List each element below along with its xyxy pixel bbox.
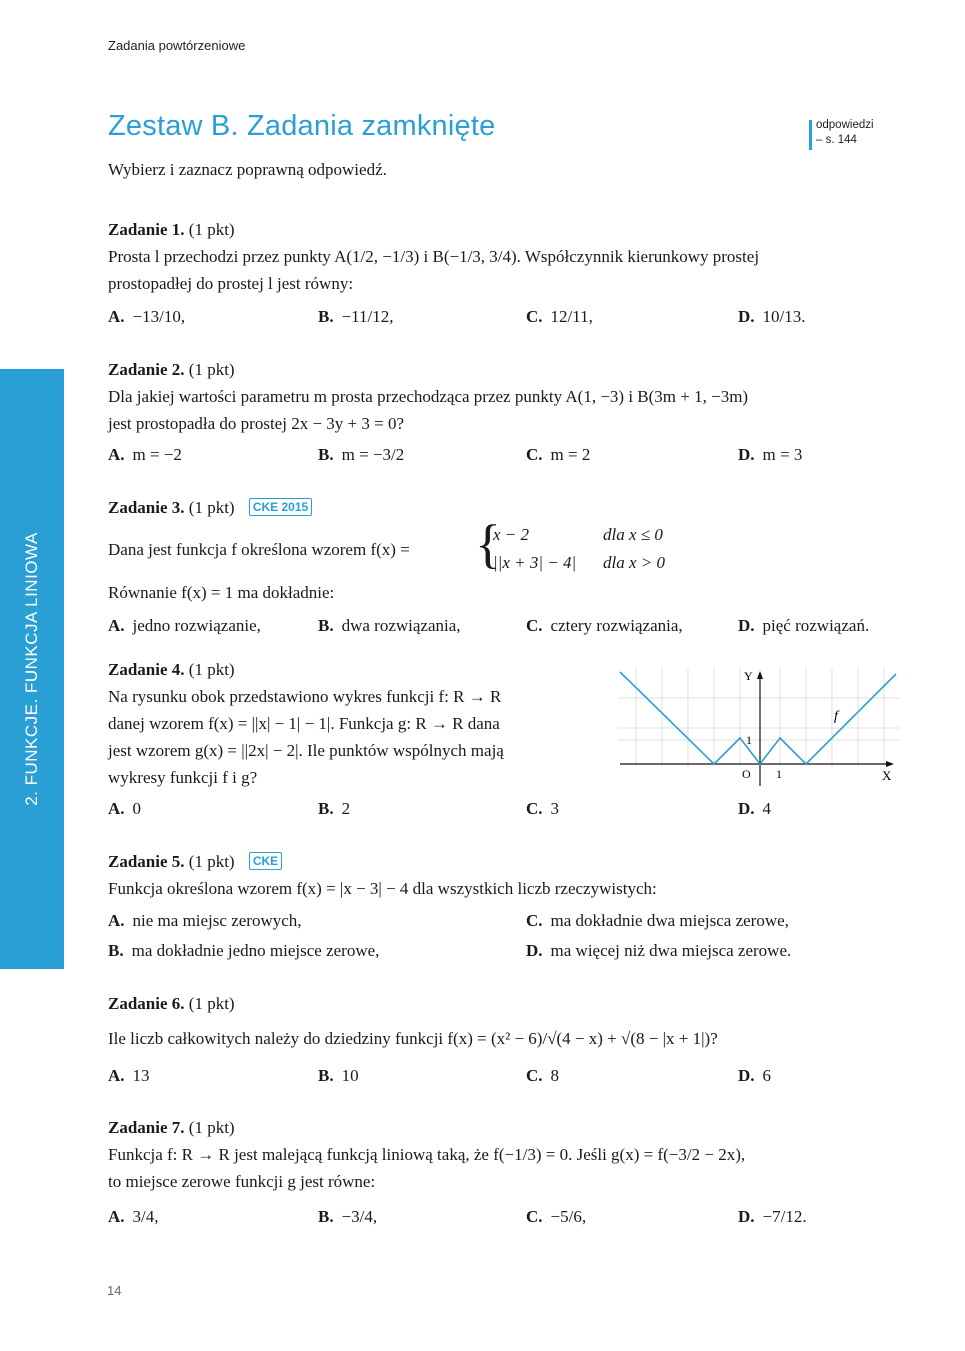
task-5-points: (1 pkt) [188, 852, 235, 871]
task-4-title: Zadanie 4. [108, 660, 185, 679]
option-text: m = −3/2 [341, 445, 405, 464]
y-axis-label: Y [744, 669, 753, 683]
task-5-title: Zadanie 5. [108, 852, 185, 871]
option-text: −5/6, [550, 1207, 587, 1226]
option-label: A. [108, 799, 125, 818]
task-5-option-c[interactable] [526, 907, 789, 934]
task-3-cke-badge: CKE 2015 [249, 498, 312, 516]
task-3-option-d[interactable] [738, 612, 869, 639]
task-5-option-d[interactable] [526, 937, 791, 964]
option-text: 2 [341, 799, 351, 818]
option-text: 3/4, [132, 1207, 159, 1226]
option-label: B. [318, 1207, 334, 1226]
option-label: A. [108, 307, 125, 326]
option-label: C. [526, 307, 543, 326]
option-label: A. [108, 911, 125, 930]
function-f-curve [620, 672, 896, 764]
task-1-option-d[interactable] [738, 303, 806, 330]
task-7-line-1: Funkcja f: R → R jest malejącą funkcją liniową taką, że f(−1/3) = 0. Jeśli g(x) = f(−3/2 − 2x), [108, 1145, 746, 1164]
task-7-option-c[interactable] [526, 1203, 586, 1230]
option-label: D. [738, 1207, 755, 1226]
task-4-line-1: Na rysunku obok przedstawiono wykres funkcji f: R → R [108, 687, 502, 706]
task-2-options [108, 441, 898, 471]
option-text: m = −2 [132, 445, 182, 464]
option-label: A. [108, 1207, 125, 1226]
task-2-option-b[interactable] [318, 441, 404, 468]
answers-reference-line2: – s. 144 [816, 134, 857, 146]
option-label: D. [738, 616, 755, 635]
task-6-option-a[interactable] [108, 1062, 150, 1089]
x-axis-arrow [886, 761, 894, 767]
option-label: D. [738, 307, 755, 326]
option-text: ma więcej niż dwa miejsca zerowe. [550, 941, 792, 960]
option-text: 13 [132, 1066, 150, 1085]
option-label: D. [526, 941, 543, 960]
option-label: C. [526, 911, 543, 930]
option-text: −11/12, [341, 307, 394, 326]
task-6-line-1: Ile liczb całkowitych należy do dziedziny funkcji f(x) = (x² − 6)/√(4 − x) + √(8 − |x + 1|)? [108, 1029, 718, 1048]
task-6-points: (1 pkt) [188, 994, 235, 1013]
task-4-option-c[interactable] [526, 795, 559, 822]
task-7-heading [108, 1114, 898, 1141]
piecewise-brace: { [475, 514, 501, 574]
option-text: −3/4, [341, 1207, 378, 1226]
piece-cond: dla x > 0 [603, 553, 665, 572]
option-label: A. [108, 616, 125, 635]
option-label: D. [738, 1066, 755, 1085]
task-1-line-1: Prosta l przechodzi przez punkty A(1/2, −1/3) i B(−1/3, 3/4). Współczynnik kierunkowy prostej [108, 247, 760, 266]
task-3-option-c[interactable] [526, 612, 683, 639]
x-tick-label: 1 [776, 767, 782, 781]
task-7-option-d[interactable] [738, 1203, 807, 1230]
option-text: 6 [762, 1066, 772, 1085]
piece-cond: dla x ≤ 0 [603, 525, 663, 544]
option-text: −13/10, [132, 307, 186, 326]
option-text: dwa rozwiązania, [341, 616, 461, 635]
option-text: 8 [550, 1066, 560, 1085]
option-label: A. [108, 1066, 125, 1085]
answers-reference-bar [809, 120, 812, 150]
task-6 [108, 990, 898, 1092]
task-1-title: Zadanie 1. [108, 220, 185, 239]
option-text: ma dokładnie jedno miejsce zerowe, [131, 941, 380, 960]
task-1-options [108, 303, 898, 333]
set-title: Zestaw B. Zadania zamknięte [108, 110, 496, 142]
task-2-option-a[interactable] [108, 441, 182, 468]
option-label: B. [318, 1066, 334, 1085]
option-text: ma dokładnie dwa miejsca zerowe, [550, 911, 789, 930]
task-7-option-b[interactable] [318, 1203, 377, 1230]
curve-label: f [834, 709, 838, 724]
option-text: 10/13. [762, 307, 806, 326]
task-2-option-c[interactable] [526, 441, 590, 468]
task-7-line-2: to miejsce zerowe funkcji g jest równe: [108, 1172, 376, 1191]
task-3-piecewise [475, 514, 665, 577]
option-text: 4 [762, 799, 772, 818]
task-3-heading [108, 494, 898, 521]
y-axis-arrow [757, 671, 763, 679]
task-6-option-b[interactable] [318, 1062, 359, 1089]
task-3-line-1: Dana jest funkcja f określona wzorem f(x) = [108, 540, 410, 559]
task-4-option-d[interactable] [738, 795, 771, 822]
option-label: B. [318, 799, 334, 818]
option-text: nie ma miejsc zerowych, [132, 911, 302, 930]
piece-expr: x − 2 [493, 525, 530, 544]
task-1-option-a[interactable] [108, 303, 185, 330]
task-4-line-2: danej wzorem f(x) = ||x| − 1| − 1|. Funkcja g: R → R dana [108, 714, 500, 733]
task-2-points: (1 pkt) [188, 360, 235, 379]
option-label: D. [738, 445, 755, 464]
task-1-points: (1 pkt) [188, 220, 235, 239]
option-text: 3 [550, 799, 560, 818]
task-4-line-4: wykresy funkcji f i g? [108, 768, 258, 787]
option-text: 12/11, [550, 307, 593, 326]
answers-reference-line1: odpowiedzi [816, 119, 874, 131]
piece-expr: ||x + 3| − 4| [493, 553, 577, 572]
task-7-points: (1 pkt) [188, 1118, 235, 1137]
option-text: jedno rozwiązanie, [132, 616, 261, 635]
task-1-line-2: prostopadłej do prostej l jest równy: [108, 274, 354, 293]
task-7-title: Zadanie 7. [108, 1118, 185, 1137]
task-5 [108, 848, 898, 971]
task-2-line-1: Dla jakiej wartości parametru m prosta przechodząca przez punkty A(1, −3) i B(3m + 1, −3m) [108, 387, 749, 406]
origin-label: O [742, 767, 751, 781]
piece-row-2 [493, 549, 665, 577]
task-5-cke-badge: CKE [249, 852, 282, 870]
task-5-options [108, 907, 898, 971]
task-2-title: Zadanie 2. [108, 360, 185, 379]
option-text: −7/12. [762, 1207, 807, 1226]
y-tick-label: 1 [746, 733, 752, 747]
task-3-line-2: Równanie f(x) = 1 ma dokładnie: [108, 583, 335, 602]
task-5-line-1: Funkcja określona wzorem f(x) = |x − 3| − 4 dla wszystkich liczb rzeczywistych: [108, 879, 657, 898]
task-4-line-3: jest wzorem g(x) = ||2x| − 2|. Ile punktów wspólnych mają [108, 741, 504, 760]
option-label: B. [318, 307, 334, 326]
task-3-options [108, 612, 898, 642]
task-3 [108, 494, 898, 642]
task-4-options [108, 795, 898, 825]
task-7 [108, 1114, 898, 1233]
option-label: C. [526, 445, 543, 464]
task-6-heading [108, 990, 898, 1017]
option-label: D. [738, 799, 755, 818]
option-label: B. [318, 616, 334, 635]
option-label: C. [526, 1207, 543, 1226]
task-2-heading [108, 356, 898, 383]
task-2-option-d[interactable] [738, 441, 802, 468]
task-3-title: Zadanie 3. [108, 498, 185, 517]
task-5-heading [108, 848, 898, 875]
option-text: pięć rozwiązań. [762, 616, 870, 635]
task-1-option-c[interactable] [526, 303, 593, 330]
option-text: m = 3 [762, 445, 803, 464]
task-2-line-2: jest prostopadła do prostej 2x − 3y + 3 = 0? [108, 414, 404, 433]
running-header: Zadania powtórzeniowe [108, 38, 246, 53]
task-1-option-b[interactable] [318, 303, 394, 330]
task-7-option-a[interactable] [108, 1203, 159, 1230]
task-3-points: (1 pkt) [188, 498, 235, 517]
option-label: A. [108, 445, 125, 464]
task-6-option-c[interactable] [526, 1062, 559, 1089]
task-6-title: Zadanie 6. [108, 994, 185, 1013]
option-text: 10 [341, 1066, 359, 1085]
task-4-points: (1 pkt) [188, 660, 235, 679]
task-5-option-b[interactable] [108, 937, 379, 964]
instruction: Wybierz i zaznacz poprawną odpowiedź. [108, 160, 387, 179]
option-label: C. [526, 799, 543, 818]
task-1 [108, 216, 898, 333]
option-label: C. [526, 1066, 543, 1085]
page-number: 14 [107, 1283, 122, 1298]
option-label: B. [108, 941, 124, 960]
task-6-options [108, 1062, 898, 1092]
task-3-definition [108, 514, 898, 579]
task-5-option-a[interactable] [108, 907, 302, 934]
task-4-option-b[interactable] [318, 795, 350, 822]
task-4-function-graph [618, 668, 900, 788]
option-text: m = 2 [550, 445, 591, 464]
task-7-options [108, 1203, 898, 1233]
answers-reference [816, 118, 874, 148]
x-axis-label: X [882, 768, 892, 783]
option-label: C. [526, 616, 543, 635]
chapter-sidebar [0, 369, 64, 969]
task-6-option-d[interactable] [738, 1062, 771, 1089]
option-text: cztery rozwiązania, [550, 616, 683, 635]
task-3-option-b[interactable] [318, 612, 461, 639]
task-4-option-a[interactable] [108, 795, 141, 822]
option-text: 0 [132, 799, 142, 818]
task-2 [108, 356, 898, 471]
option-label: B. [318, 445, 334, 464]
task-3-option-a[interactable] [108, 612, 261, 639]
chapter-sidebar-label: 2. FUNKCJE. FUNKCJA LINIOWA [22, 532, 41, 806]
task-1-heading [108, 216, 898, 243]
piece-row-1 [493, 521, 665, 549]
